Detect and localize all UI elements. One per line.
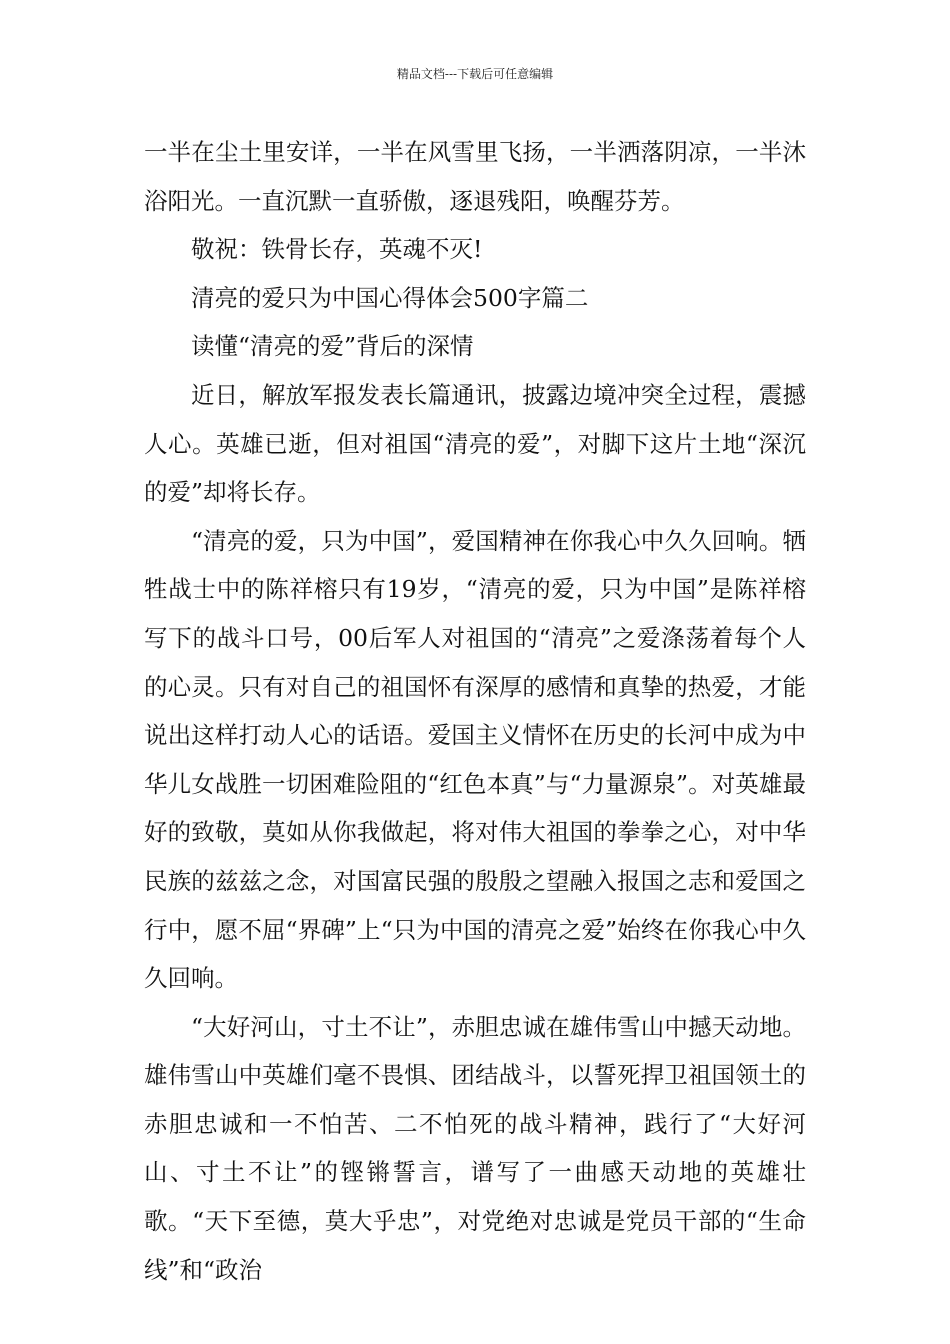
page-header: 精品文档---下载后可任意编辑 [396, 67, 554, 81]
paragraph: 一半在尘土里安详，一半在风雪里飞扬，一半洒落阴凉，一半沐浴阳光。一直沉默一直骄傲，逐退残阳，唤醒芬芳。 [144, 138, 806, 215]
article-title: 读懂“清亮的爱”背后的深情 [191, 332, 474, 361]
paragraph: 敬祝：铁骨长存，英魂不灭! [191, 235, 483, 264]
document-body [144, 128, 806, 1294]
paragraph: “清亮的爱，只为中国”，爱国精神在你我心中久久回响。牺牲战士中的陈祥榕只有19岁，“清亮的爱，只为中国”是陈祥榕写下的战斗口号，00后军人对祖国的“清亮”之爱涤荡着每个人的心灵。只有对自己的祖国怀有深厚的感情和真挚的热爱，才能说出这样打动人心的话语。爱国主义情怀在历史的长河中成为中华儿女战胜一切困难险阻的“红色本真”与“力量源泉”。对英雄最好的致敬，莫如从你我做起，将对伟大祖国的拳拳之心，对中华民族的兹兹之念，对国富民强的殷殷之望融入报国之志和爱国之行中，愿不屈“界碑”上“只为中国的清亮之爱”始终在你我心中久久回响。 [144, 526, 806, 993]
section-heading: 清亮的爱只为中国心得体会500字篇二 [191, 283, 589, 312]
paragraph: 近日，解放军报发表长篇通讯，披露边境冲突全过程，震撼人心。英雄已逝，但对祖国“清亮的爱”，对脚下这片土地“深沉的爱”却将长存。 [144, 380, 806, 507]
paragraph: “大好河山，寸土不让”，赤胆忠诚在雄伟雪山中撼天动地。雄伟雪山中英雄们毫不畏惧、团结战斗，以誓死捍卫祖国领土的赤胆忠诚和一不怕苦、二不怕死的战斗精神，践行了“大好河山、寸土不让”的铿锵誓言，谱写了一曲感天动地的英雄壮歌。“天下至德，莫大乎忠”，对党绝对忠诚是党员干部的“生命线”和“政治 [144, 1012, 806, 1284]
